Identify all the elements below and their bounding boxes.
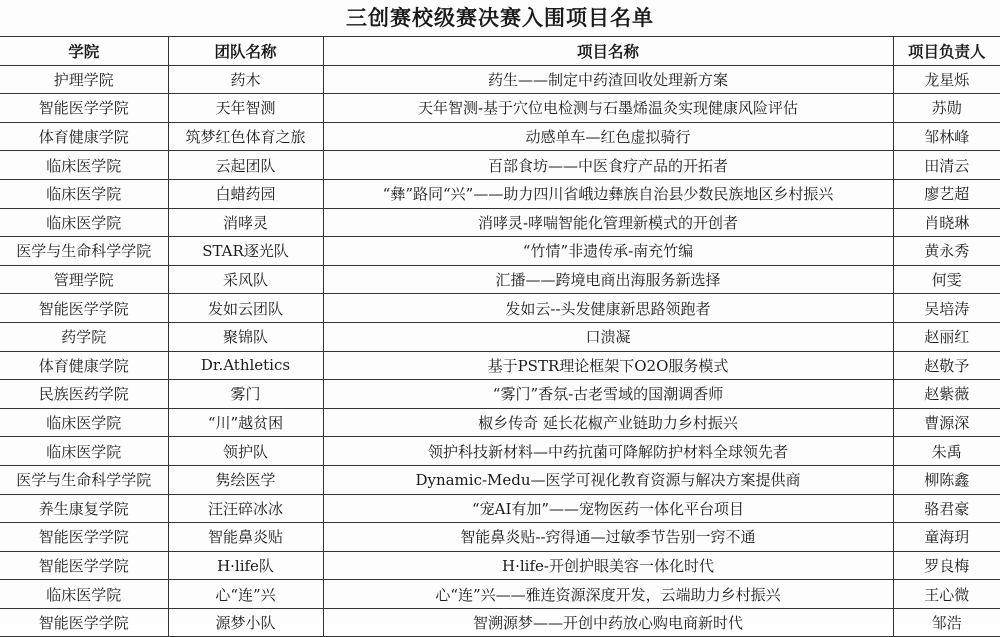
cell-team-name: 白蜡药园 [168,179,323,208]
cell-project-leader: 朱禹 [893,437,1000,466]
cell-project-name: 消哮灵-哮喘智能化管理新模式的开创者 [323,208,893,237]
table-row [0,179,1000,208]
table-row [0,322,1000,351]
cell-project-leader: 田清云 [893,151,1000,180]
cell-project-name: 发如云--头发健康新思路领跑者 [323,294,893,323]
cell-college: 管理学院 [0,265,168,294]
cell-team-name: H·life队 [168,551,323,580]
cell-team-name: 消哮灵 [168,208,323,237]
cell-college: 临床医学院 [0,208,168,237]
cell-team-name: 筑梦红色体育之旅 [168,122,323,151]
table-row [0,151,1000,180]
cell-college: 体育健康学院 [0,122,168,151]
cell-project-leader: 肖晓琳 [893,208,1000,237]
table-row [0,551,1000,580]
cell-team-name: 源梦小队 [168,608,323,637]
cell-project-name: “竹情”非遗传承-南充竹编 [323,237,893,266]
cell-project-leader: 邹林峰 [893,122,1000,151]
table-row [0,494,1000,523]
cell-team-name: 天年智测 [168,94,323,123]
cell-project-name: H·life-开创护眼美容一体化时代 [323,551,893,580]
table-row [0,65,1000,94]
cell-college: 临床医学院 [0,437,168,466]
cell-project-leader: 曹源深 [893,408,1000,437]
cell-project-name: 口溃凝 [323,322,893,351]
cell-project-name: “雾门”香氛-古老雪域的国潮调香师 [323,380,893,409]
cell-project-name: 百部食坊——中医食疗产品的开拓者 [323,151,893,180]
cell-team-name: Dr.Athletics [168,351,323,380]
cell-project-leader: 王心微 [893,580,1000,609]
table-row [0,351,1000,380]
cell-project-name: 药生——制定中药渣回收处理新方案 [323,65,893,94]
cell-team-name: 汪汪碎冰冰 [168,494,323,523]
cell-project-name: Dynamic-Medu—医学可视化教育资源与解决方案提供商 [323,465,893,494]
cell-project-leader: 邹浩 [893,608,1000,637]
cell-team-name: 领护队 [168,437,323,466]
cell-college: 智能医学学院 [0,294,168,323]
cell-college: 医学与生命科学学院 [0,237,168,266]
cell-team-name: 智能鼻炎贴 [168,523,323,552]
cell-college: 药学院 [0,322,168,351]
cell-college: 临床医学院 [0,179,168,208]
table-row [0,408,1000,437]
cell-project-name: 椒乡传奇 延长花椒产业链助力乡村振兴 [323,408,893,437]
cell-college: 智能医学学院 [0,551,168,580]
table-row [0,94,1000,123]
cell-team-name: STAR逐光队 [168,237,323,266]
cell-team-name: 聚锦队 [168,322,323,351]
cell-team-name: 发如云团队 [168,294,323,323]
cell-team-name: “川”越贫困 [168,408,323,437]
finalist-table [0,37,1000,637]
cell-project-name: 天年智测-基于穴位电检测与石墨烯温灸实现健康风险评估 [323,94,893,123]
cell-project-leader: 苏勋 [893,94,1000,123]
header-college: 学院 [0,37,168,65]
cell-project-leader: 罗良梅 [893,551,1000,580]
cell-team-name: 采风队 [168,265,323,294]
cell-project-name: 智溯源梦——开创中药放心购电商新时代 [323,608,893,637]
cell-project-leader: 赵紫薇 [893,380,1000,409]
cell-project-name: 汇播——跨境电商出海服务新选择 [323,265,893,294]
cell-project-leader: 赵丽红 [893,322,1000,351]
table-row [0,380,1000,409]
cell-project-name: 动感单车—红色虚拟骑行 [323,122,893,151]
table-row [0,294,1000,323]
cell-project-name: 基于PSTR理论框架下O2O服务模式 [323,351,893,380]
cell-college: 临床医学院 [0,580,168,609]
cell-project-leader: 童海玥 [893,523,1000,552]
cell-college: 体育健康学院 [0,351,168,380]
table-header-row [0,37,1000,65]
table-row [0,265,1000,294]
cell-project-leader: 何雯 [893,265,1000,294]
table-row [0,608,1000,637]
cell-project-leader: 骆君豪 [893,494,1000,523]
cell-project-name: 领护科技新材料—中药抗菌可降解防护材料全球领先者 [323,437,893,466]
document-title: 三创赛校级赛决赛入围项目名单 [0,0,1000,37]
cell-project-name: 心“连”兴——雅连资源深度开发，云端助力乡村振兴 [323,580,893,609]
table-body [0,65,1000,637]
table-row [0,437,1000,466]
cell-team-name: 雾门 [168,380,323,409]
table-row [0,208,1000,237]
cell-project-leader: 赵敬予 [893,351,1000,380]
cell-project-name: “宠AI有加”——宠物医药一体化平台项目 [323,494,893,523]
table-row [0,237,1000,266]
header-team-name: 团队名称 [168,37,323,65]
table-row [0,122,1000,151]
cell-project-leader: 廖艺超 [893,179,1000,208]
cell-project-name: 智能鼻炎贴--窍得通—过敏季节告别一窍不通 [323,523,893,552]
cell-college: 护理学院 [0,65,168,94]
cell-team-name: 心“连”兴 [168,580,323,609]
cell-college: 智能医学学院 [0,94,168,123]
cell-team-name: 隽绘医学 [168,465,323,494]
cell-project-leader: 黄永秀 [893,237,1000,266]
cell-project-name: “彝”路同“兴”——助力四川省峨边彝族自治县少数民族地区乡村振兴 [323,179,893,208]
cell-college: 养生康复学院 [0,494,168,523]
cell-project-leader: 吴培涛 [893,294,1000,323]
cell-college: 民族医药学院 [0,380,168,409]
cell-college: 医学与生命科学学院 [0,465,168,494]
cell-team-name: 药木 [168,65,323,94]
header-project-leader: 项目负责人 [893,37,1000,65]
header-project-name: 项目名称 [323,37,893,65]
table-row [0,465,1000,494]
table-row [0,523,1000,552]
table-row [0,580,1000,609]
cell-college: 智能医学学院 [0,608,168,637]
cell-college: 临床医学院 [0,408,168,437]
cell-college: 智能医学学院 [0,523,168,552]
cell-project-leader: 龙星烁 [893,65,1000,94]
cell-project-leader: 柳陈鑫 [893,465,1000,494]
cell-college: 临床医学院 [0,151,168,180]
cell-team-name: 云起团队 [168,151,323,180]
